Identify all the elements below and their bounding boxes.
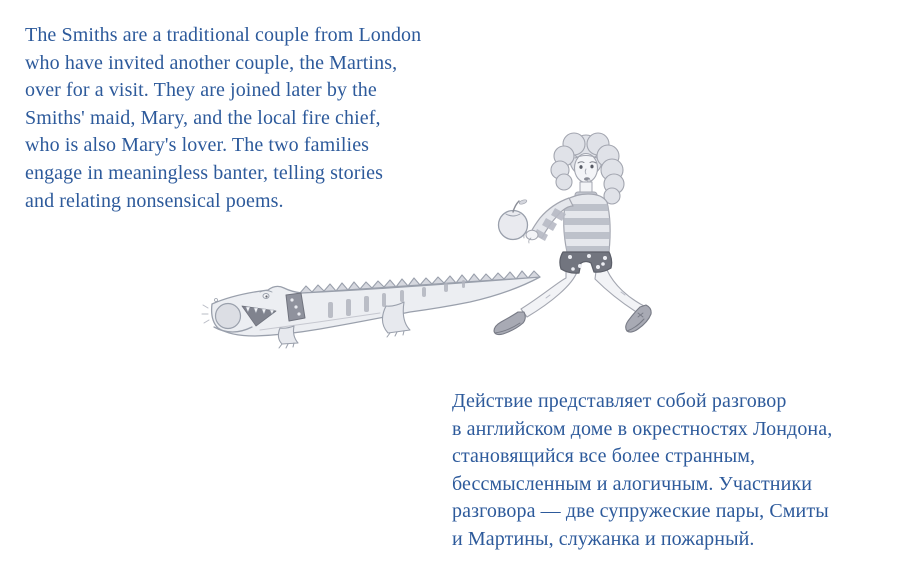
paragraph-line: становящийся все более странным, — [452, 445, 756, 468]
paragraph-line: и Мартины, служанка и пожарный. — [452, 527, 755, 550]
apple-leaf — [519, 199, 528, 205]
illustration-girl-and-crocodile — [200, 130, 670, 350]
girl-hand — [526, 230, 538, 240]
paragraph-line: engage in meaningless banter, telling stories — [25, 161, 384, 184]
crocodile-nostril — [215, 299, 218, 302]
paragraph-line: and relating nonsensical poems. — [25, 189, 284, 212]
sketch-svg — [200, 130, 670, 350]
crocodile-pupil — [265, 295, 267, 297]
paragraph-line: who have invited another couple, the Martins, — [25, 51, 398, 74]
girl-front-shoe — [626, 305, 651, 332]
paragraph-line: The Smiths are a traditional couple from London — [25, 24, 422, 46]
paragraph-line: over for a visit. They are joined later by the — [25, 79, 377, 102]
paragraph-line: бессмысленным и алогичным. Участники — [452, 472, 813, 495]
russian-paragraph — [452, 388, 892, 554]
apple-in-hand — [499, 211, 528, 240]
paragraph-line: Действие представляет собой разговор — [452, 390, 787, 412]
girl-figure — [494, 133, 651, 335]
apple-in-mouth — [216, 304, 241, 329]
paragraph-line: разговора — две супружеские пары, Смиты — [452, 500, 829, 523]
paragraph-line: Smiths' maid, Mary, and the local fire chief, — [25, 106, 381, 129]
girl-back-shoe — [494, 312, 525, 335]
crocodile-figure — [202, 271, 540, 348]
snout-sketch-marks — [202, 305, 209, 323]
paragraph-line: в английском доме в окрестностях Лондона, — [452, 417, 833, 440]
paragraph-line: who is also Mary's lover. The two families — [25, 134, 370, 157]
